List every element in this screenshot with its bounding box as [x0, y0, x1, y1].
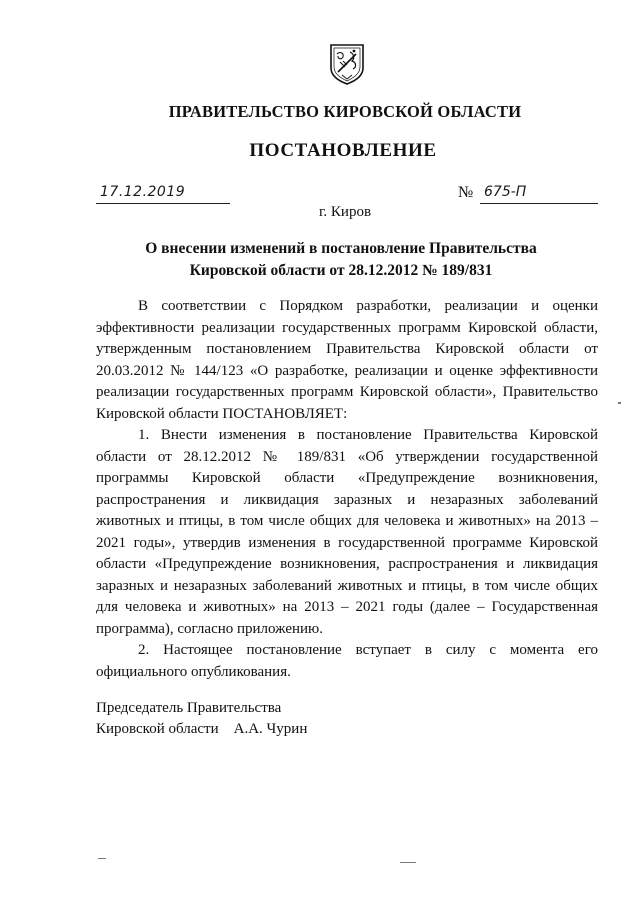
- subject-line-2: Кировской области от 28.12.2012 № 189/831: [189, 262, 493, 279]
- signature-organization: Кировской области: [96, 721, 219, 737]
- document-body: [96, 296, 598, 683]
- document-subject: [0, 238, 640, 282]
- signature-block: [96, 698, 307, 740]
- coat-of-arms-shield-icon: [328, 42, 366, 86]
- handwritten-date: 17.12.2019: [100, 184, 186, 200]
- scan-artifact: [618, 402, 621, 404]
- item-1-paragraph: 1. Внести изменения в постановление Правительства Кировской области от 28.12.2012 № 189/831 «Об утверждении государственной программы Кировской области «Предупреждение возникновения, распространения и ликвидация заразных и незаразных заболеваний животных и птицы, в том числе общих для человека и животных» на 2013 – 2021 годы», утвердив изменения в государственной программе Кировской области «Предупреждение возникновения, распространения и ликвидация заразных и незаразных заболеваний животных и птицы, в том числе общих для человека и животных» на 2013 – 2021 годы (далее – Государственная программа), согласно приложению.: [96, 427, 598, 637]
- preamble-paragraph: В соответствии с Порядком разработки, реализации и оценки эффективности реализации государственных программ Кировской области, утвержденным постановлением Правительства Кировской области от 20.03.2012 № 144/123 «О разработке, реализации и оценке эффективности реализации государственных программ Кировской области», Правительство Кировской области ПОСТАНОВЛЯЕТ:: [96, 298, 598, 422]
- signature-position: Председатель Правительства: [96, 700, 282, 716]
- subject-line-1: О внесении изменений в постановление Правительства: [145, 240, 537, 257]
- signature-name: А.А. Чурин: [233, 721, 308, 737]
- document-number-field: [458, 183, 598, 203]
- handwritten-number: 675-П: [484, 184, 527, 200]
- document-type-title: ПОСТАНОВЛЕНИЕ: [249, 140, 437, 161]
- government-title: ПРАВИТЕЛЬСТВО КИРОВСКОЙ ОБЛАСТИ: [168, 102, 522, 121]
- number-sign: №: [458, 184, 474, 201]
- scan-artifact: [98, 858, 106, 859]
- city-label: г. Киров: [318, 204, 372, 220]
- kirov-region-coat-of-arms-icon: [328, 42, 366, 86]
- date-field: [96, 183, 230, 204]
- scan-artifact: [400, 862, 416, 863]
- number-underline: [480, 183, 598, 204]
- item-2-paragraph: 2. Настоящее постановление вступает в силу с момента его официального опубликования.: [96, 642, 598, 680]
- signature-line-2: [96, 719, 307, 740]
